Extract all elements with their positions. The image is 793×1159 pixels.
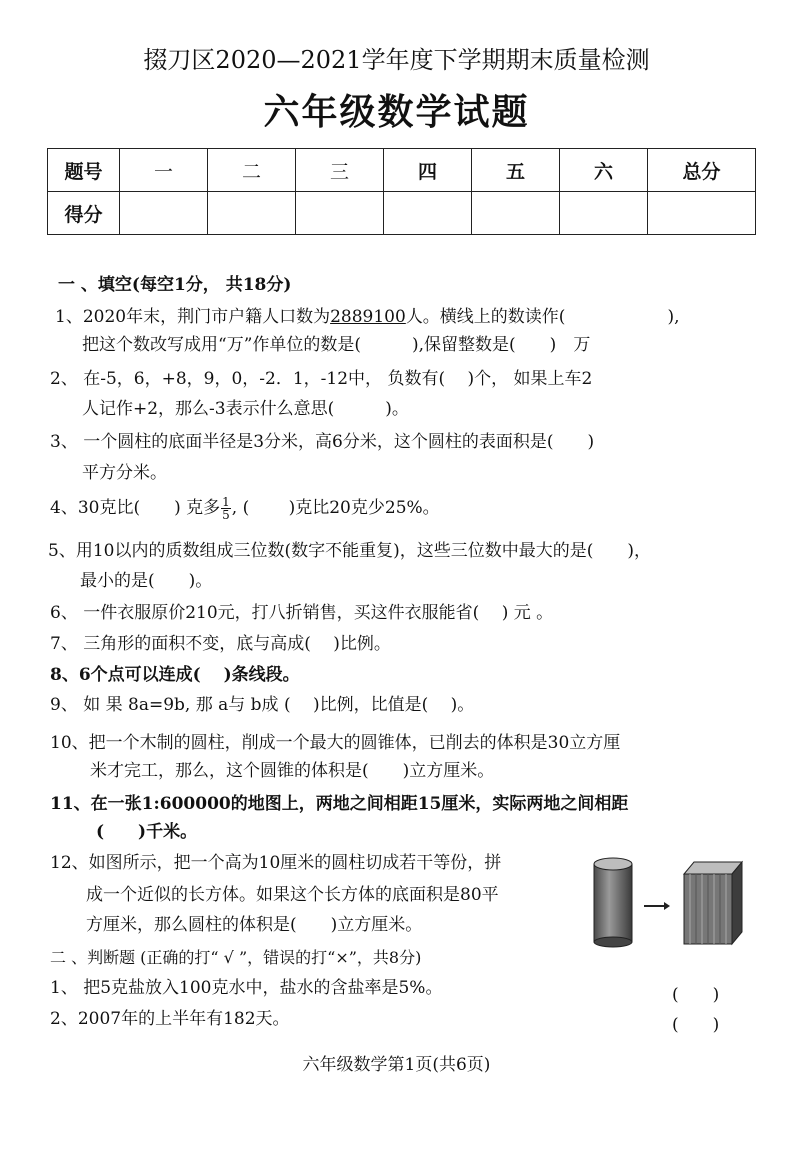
question-line: 8、6个点可以连成( )条线段。 bbox=[50, 665, 300, 685]
question-line: 6、 一件衣服原价210元，打八折销售，买这件衣服能省( ) 元 。 bbox=[50, 603, 554, 623]
page-footer: 六年级数学第1页(共6页) bbox=[302, 1055, 491, 1075]
section-heading-fill-in: 一 、填空(每空1分， 共18分) bbox=[58, 275, 292, 295]
table-cell: 得分 bbox=[48, 192, 120, 235]
question-line: 1、 把5克盐放入100克水中，盐水的含盐率是5%。 bbox=[50, 978, 443, 998]
question-line: 方厘米，那么圆柱的体积是( )立方厘米。 bbox=[86, 915, 423, 935]
question-line: 人记作+2，那么-3表示什么意思( )。 bbox=[82, 399, 409, 419]
question-text: , ( )克比20克少25%。 bbox=[231, 498, 440, 518]
question-line: 11、在一张1:600000的地图上，两地之间相距15厘米，实际两地之间相距 bbox=[50, 794, 629, 814]
arrow-icon bbox=[644, 902, 670, 910]
question-line: 把这个数改写成用“万”作单位的数是( ),保留整数是( ) 万 bbox=[82, 335, 591, 355]
underlined-number: 2889100 bbox=[330, 307, 406, 327]
question-line: ( )千米。 bbox=[96, 822, 198, 842]
question-line: 3、 一个圆柱的底面半径是3分米，高6分米，这个圆柱的表面积是( ) bbox=[50, 432, 595, 452]
question-line: 2、2007年的上半年有182天。 bbox=[50, 1009, 290, 1029]
question-text: 1、2020年末，荆门市户籍人口数为 bbox=[55, 307, 331, 327]
score-table-header-row bbox=[48, 149, 756, 192]
score-blank-cell bbox=[296, 192, 384, 235]
question-line: 平方分米。 bbox=[82, 463, 167, 483]
section-heading-true-false: 二 、判断题 (正确的打“ √ ”，错误的打“×”，共8分) bbox=[50, 948, 422, 967]
cylinder-shape bbox=[594, 858, 632, 947]
table-cell: 二 bbox=[208, 149, 296, 192]
question-line: 成一个近似的长方体。如果这个长方体的底面积是80平 bbox=[86, 885, 499, 905]
score-blank-cell bbox=[472, 192, 560, 235]
exam-subtitle: 掇刀区2020—2021学年度下学期期末质量检测 bbox=[143, 46, 650, 74]
question-line: 12、如图所示，把一个高为10厘米的圆柱切成若干等份，拼 bbox=[50, 853, 502, 873]
question-line: 7、 三角形的面积不变，底与高成( )比例。 bbox=[50, 634, 391, 654]
fraction-denominator: 5 bbox=[222, 508, 230, 522]
table-cell: 六 bbox=[560, 149, 648, 192]
table-cell: 题号 bbox=[48, 149, 120, 192]
exam-title: 六年级数学试题 bbox=[263, 91, 530, 133]
question-line bbox=[55, 306, 679, 328]
score-blank-cell bbox=[560, 192, 648, 235]
table-cell: 五 bbox=[472, 149, 560, 192]
question-text: 人。横线上的数读作( ), bbox=[405, 307, 680, 327]
score-blank-cell bbox=[120, 192, 208, 235]
table-cell: 三 bbox=[296, 149, 384, 192]
answer-parentheses: ( ) bbox=[672, 1015, 720, 1035]
question-line bbox=[50, 496, 440, 521]
score-blank-cell bbox=[384, 192, 472, 235]
question-line: 9、 如 果 8a=9b, 那 a与 b成 ( )比例，比值是( )。 bbox=[50, 695, 475, 715]
question-line: 最小的是( )。 bbox=[80, 571, 213, 591]
fraction bbox=[221, 496, 231, 521]
question-text: 4、30克比( ) 克多 bbox=[50, 498, 221, 518]
table-cell: 总分 bbox=[648, 149, 756, 192]
score-blank-cell bbox=[648, 192, 756, 235]
cylinder-to-cuboid-figure bbox=[588, 852, 748, 952]
question-line: 米才完工，那么，这个圆锥的体积是( )立方厘米。 bbox=[90, 761, 495, 781]
table-cell: 一 bbox=[120, 149, 208, 192]
answer-parentheses: ( ) bbox=[672, 985, 720, 1005]
score-table bbox=[47, 148, 756, 235]
question-line: 5、用10以内的质数组成三位数(数字不能重复)，这些三位数中最大的是( )， bbox=[48, 541, 651, 561]
score-blank-cell bbox=[208, 192, 296, 235]
score-table-score-row bbox=[48, 192, 756, 235]
cuboid-shape bbox=[684, 862, 742, 944]
fraction-numerator: 1 bbox=[222, 495, 230, 509]
table-cell: 四 bbox=[384, 149, 472, 192]
question-line: 2、 在-5，6，+8，9，0，-2．1，-12中， 负数有( )个， 如果上车2 bbox=[50, 369, 593, 389]
question-line: 10、把一个木制的圆柱，削成一个最大的圆锥体，已削去的体积是30立方厘 bbox=[50, 733, 621, 753]
